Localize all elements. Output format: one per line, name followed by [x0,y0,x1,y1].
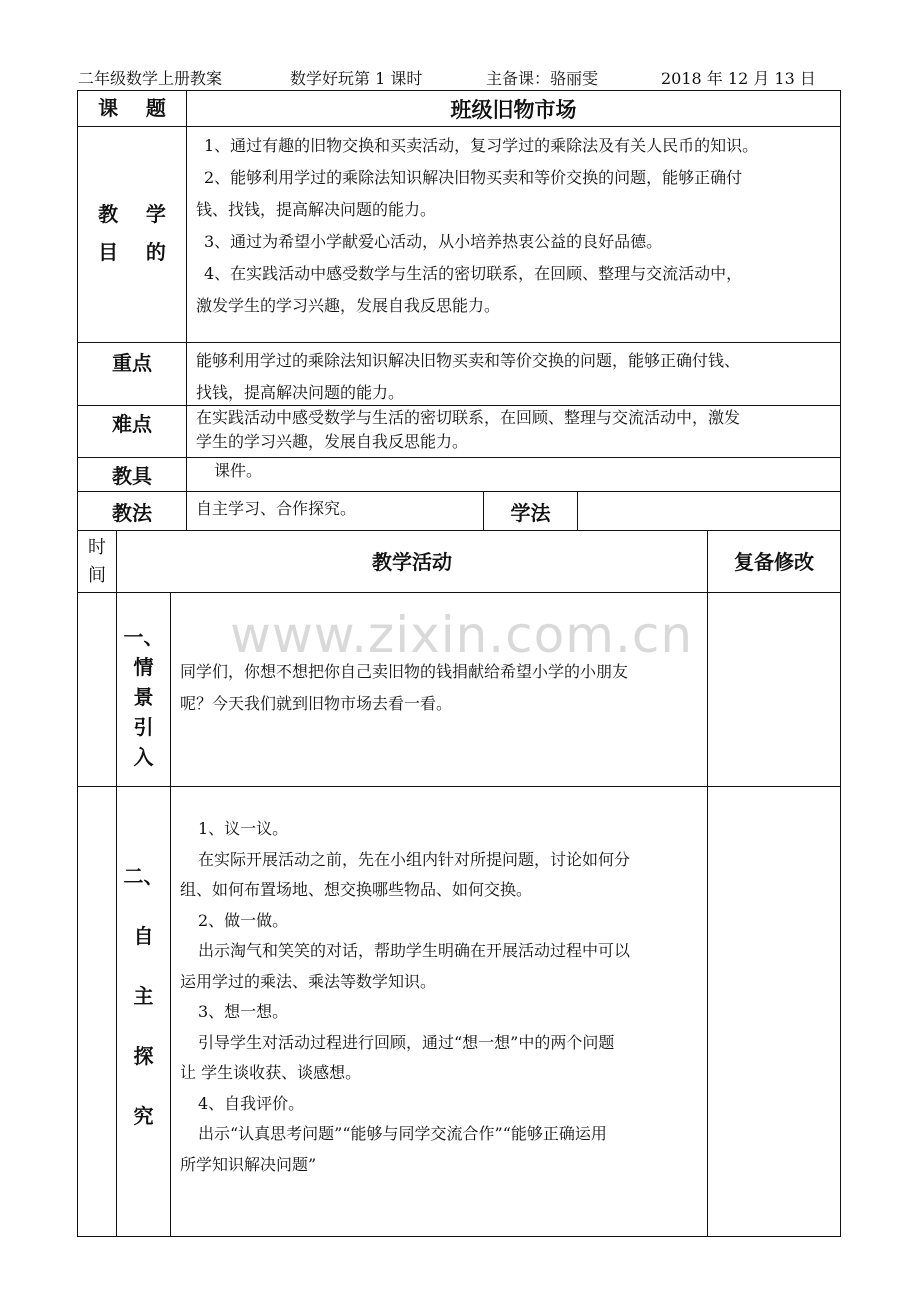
time-header [78,534,116,590]
topic-title: 班级旧物市场 [450,98,577,122]
section1-title-char: 入 [133,745,154,769]
rule [77,786,840,787]
section2-title-char: 主 [133,984,154,1008]
goal-line: 4、在实践活动中感受数学与生活的密切联系，在回顾、整理与交流活动中， [204,264,743,283]
goal-line: 2、能够利用学过的乘除法知识解决旧物买卖和等价交换的问题，能够正确付 [204,168,743,187]
section2-line: 引导学生对活动过程进行回顾，通过“想一想”中的两个问题 [198,1032,615,1052]
rule [77,592,840,593]
rule [577,491,578,531]
section2-title-char: 究 [133,1104,154,1128]
revise-header: 复备修改 [734,550,814,574]
rule [77,342,840,343]
key-point-line: 能够利用学过的乘除法知识解决旧物买卖和等价交换的问题，能够正确付钱、 [196,351,741,370]
header-teacher: 主备课：骆丽雯 [486,69,599,88]
section2-line: 让 学生谈收获、谈感想。 [180,1063,362,1082]
goals-label-2: 目 的 [98,240,166,264]
section2-title-char: 二、 [123,864,164,888]
topic-label: 课 题 [98,96,166,120]
activity-header: 教学活动 [372,550,452,574]
header-date: 2018 年 12 月 13 日 [661,69,816,88]
goal-line: 1、通过有趣的旧物交换和买卖活动，复习学过的乘除法及有关人民币的知识。 [204,136,759,155]
study-method-label: 学法 [510,501,551,525]
section2-line: 出示“认真思考问题”“能够与同学交流合作”“能够正确运用 [198,1124,607,1143]
tools-value: 课件。 [214,461,263,480]
section1-title-char: 景 [133,685,154,709]
section2-title [117,846,170,1146]
section1-line: 呢？今天我们就到旧物市场去看一看。 [180,694,453,713]
difficulty-line: 学生的学习兴趣，发展自我反思能力。 [196,432,469,451]
rule [170,592,171,1237]
difficulty-label: 难点 [112,412,152,436]
time-header-char: 时 [88,537,106,558]
goal-line: 钱、找钱，提高解决问题的能力。 [196,200,437,219]
method-value: 自主学习、合作探究。 [196,499,357,518]
section1-title-char: 引 [133,715,154,739]
rule [77,90,840,91]
section2-line: 出示淘气和笑笑的对话，帮助学生明确在开展活动过程中可以 [198,941,631,960]
section2-line: 所学知识解决问题” [180,1154,317,1174]
section2-title-char: 自 [133,924,154,948]
goal-line: 3、通过为希望小学献爱心活动，从小培养热衷公益的良好品德。 [204,232,663,251]
key-point-text [196,345,836,409]
goals-text [196,130,836,322]
section1-text [180,656,704,720]
section2-line: 运用学过的乘法、乘法等数学知识。 [180,971,437,991]
goal-line: 激发学生的学习兴趣，发展自我反思能力。 [196,296,501,315]
goals-label-1: 教 学 [98,202,166,226]
rule [707,530,708,1237]
section1-line: 同学们，你想不想把你自己卖旧物的钱捐献给希望小学的小朋友 [180,662,629,681]
section1-title-char: 情 [133,655,154,679]
method-label: 教法 [112,501,152,525]
key-point-label: 重点 [112,351,152,375]
section2-line: 1、议一议。 [198,819,289,838]
section2-line: 2、做一做。 [198,910,289,930]
section2-line: 3、想一想。 [198,1002,289,1021]
header-lesson: 数学好玩第 1 课时 [290,69,423,88]
rule [186,90,187,531]
section2-line: 在实际开展活动之前，先在小组内针对所提问题，讨论如何分 [198,849,631,869]
section2-line: 组、如何布置场地、想交换哪些物品、如何交换。 [180,880,533,899]
section1-title [117,622,170,772]
section2-title-char: 探 [133,1044,154,1068]
key-point-line: 找钱，提高解决问题的能力。 [196,383,405,402]
difficulty-line: 在实践活动中感受数学与生活的密切联系，在回顾、整理与交流活动中，激发 [196,408,741,427]
section1-title-char: 一、 [123,625,164,649]
tools-label: 教具 [112,464,152,488]
rule [77,1236,840,1237]
rule [840,90,841,1237]
rule [77,530,840,531]
difficulty-text [196,406,836,454]
rule [77,457,840,458]
section2-line: 4、自我评价。 [198,1093,305,1113]
header-course: 二年级数学上册教案 [78,69,223,88]
time-header-char: 间 [88,565,106,586]
rule [77,491,840,492]
section2-text [180,814,706,1180]
rule [77,126,840,127]
watermark: www.zixin.com.cn [230,606,694,664]
